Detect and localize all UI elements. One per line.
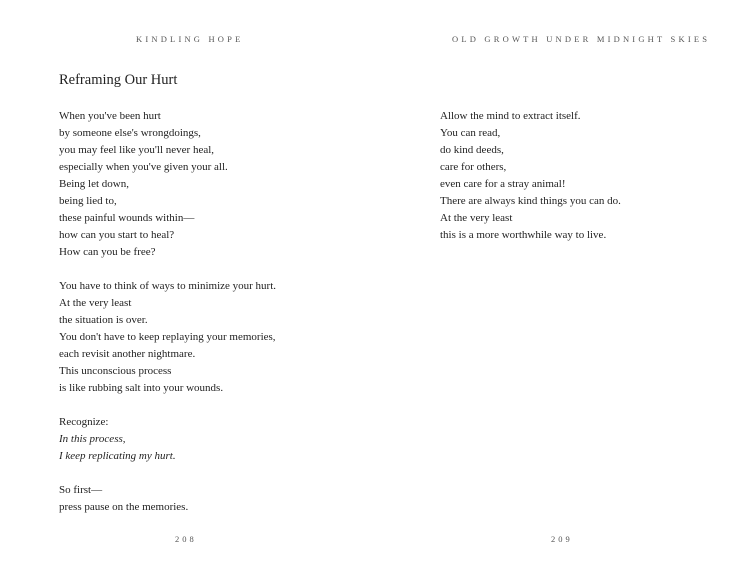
poem-line: is like rubbing salt into your wounds. [59,382,224,394]
stanza [59,482,276,516]
page-number: 208 [175,534,197,544]
running-head: KINDLING HOPE [136,34,244,44]
poem-line: Being let down, [59,178,129,190]
poem-body [59,108,276,533]
poem-line: When you've been hurt [59,110,161,122]
stanza [440,108,621,244]
running-head: OLD GROWTH UNDER MIDNIGHT SKIES [452,34,711,44]
poem-line: you may feel like you'll never heal, [59,144,215,156]
poem-line: At the very least [440,212,513,224]
chapter-title: Reframing Our Hurt [59,72,178,88]
poem-line: You have to think of ways to minimize your hurt. [59,280,277,292]
poem-line: even care for a stray animal! [440,178,566,190]
right-page [372,0,745,576]
poem-line: I keep replicating my hurt. [59,450,176,462]
poem-line: Allow the mind to extract itself. [440,110,581,122]
poem-line: You can read, [440,127,501,139]
poem-line: care for others, [440,161,507,173]
poem-line: You don't have to keep replaying your memories, [59,331,276,343]
stanza [59,414,276,465]
poem-line: each revisit another nightmare. [59,348,196,360]
poem-line: this is a more worthwhile way to live. [440,229,607,241]
page-number: 209 [551,534,573,544]
stanza [59,278,276,397]
poem-line: these painful wounds within— [59,212,195,224]
poem-line: There are always kind things you can do. [440,195,621,207]
poem-line: how can you start to heal? [59,229,175,241]
poem-line: the situation is over. [59,314,148,326]
stanza [59,108,276,261]
poem-line: press pause on the memories. [59,501,189,513]
poem-line: Recognize: [59,416,109,428]
poem-line: by someone else's wrongdoings, [59,127,201,139]
poem-line: especially when you've given your all. [59,161,228,173]
poem-line: being lied to, [59,195,117,207]
poem-line: This unconscious process [59,365,172,377]
poem-body [440,108,621,261]
left-page [0,0,372,576]
poem-line: So first— [59,484,103,496]
poem-line: In this process, [59,433,126,445]
poem-line: How can you be free? [59,246,156,258]
poem-line: At the very least [59,297,132,309]
poem-line: do kind deeds, [440,144,504,156]
